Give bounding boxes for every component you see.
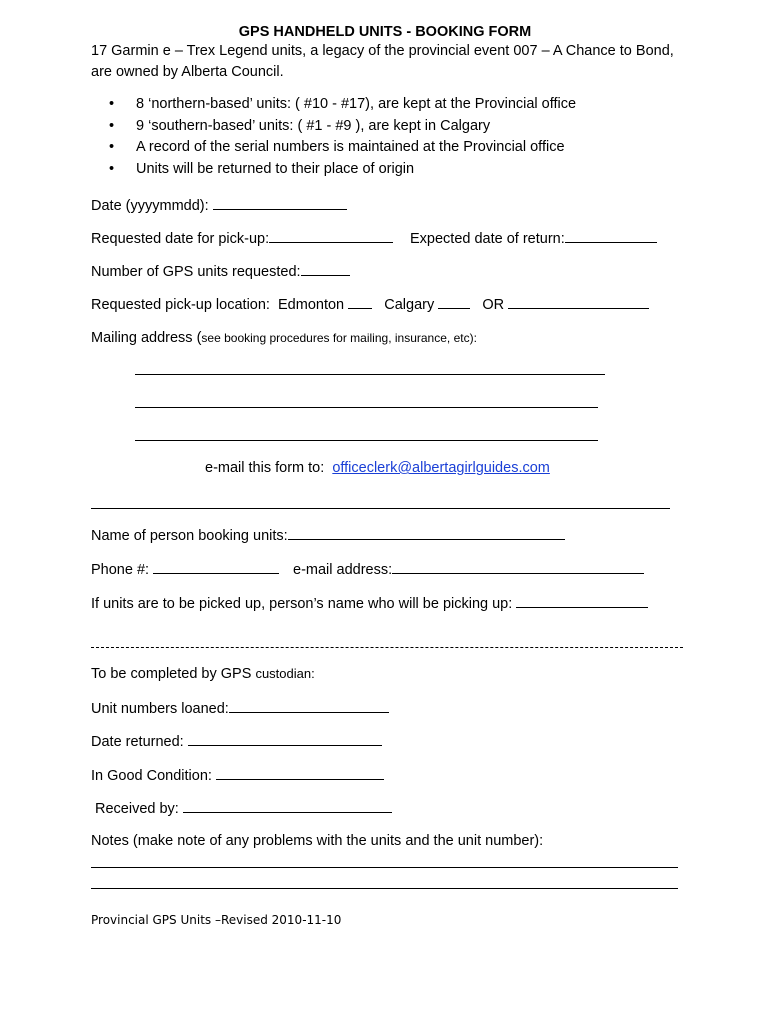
num-units-label: Number of GPS units requested: xyxy=(91,264,301,280)
booker-email-row xyxy=(293,560,644,579)
units-loaned-row xyxy=(91,699,389,718)
pickup-date-label: Requested date for pick-up: xyxy=(91,231,270,247)
mailing-address-line-1[interactable] xyxy=(135,374,605,375)
form-title: GPS HANDHELD UNITS - BOOKING FORM xyxy=(238,24,532,40)
num-units-row xyxy=(91,262,350,281)
cut-line xyxy=(91,647,683,648)
office-email-link[interactable]: officeclerk@albertagirlguides.com xyxy=(332,460,550,476)
condition-field[interactable] xyxy=(216,766,384,780)
email-form-label: e-mail this form to: xyxy=(205,460,325,476)
return-date-label: Expected date of return: xyxy=(410,231,565,247)
pickup-date-field[interactable] xyxy=(269,229,393,243)
custodian-heading-main: To be completed by GPS xyxy=(91,666,252,682)
mailing-address-note: see booking procedures for mailing, insurance, etc): xyxy=(201,331,477,345)
condition-row xyxy=(91,766,384,785)
edmonton-label: Edmonton xyxy=(278,297,345,313)
pickup-location-row xyxy=(91,295,649,314)
info-bullet-list xyxy=(91,94,576,180)
condition-label: In Good Condition: xyxy=(91,768,212,784)
custodian-heading-small: custodian: xyxy=(255,666,315,681)
date-returned-label: Date returned: xyxy=(91,734,184,750)
revision-footer: Provincial GPS Units –Revised 2010-11-10 xyxy=(91,913,342,927)
num-units-field[interactable] xyxy=(301,262,350,276)
date-label: Date (yyyymmdd): xyxy=(91,198,209,214)
pickup-person-field[interactable] xyxy=(516,594,648,608)
date-row xyxy=(91,196,347,215)
date-field[interactable] xyxy=(213,196,347,210)
bullet-item: • A record of the serial numbers is maintained at the Provincial office xyxy=(136,137,576,159)
email-form-row xyxy=(205,459,550,477)
phone-field[interactable] xyxy=(153,560,279,574)
mailing-address-label: Mailing address ( xyxy=(91,330,202,346)
return-date-row xyxy=(410,229,657,248)
booker-name-row xyxy=(91,526,565,545)
bullet-item: • 8 ‘northern-based’ units: ( #10 - #17), are kept at the Provincial office xyxy=(136,94,576,116)
custodian-heading xyxy=(91,665,315,683)
or-label: OR xyxy=(482,297,505,313)
units-loaned-label: Unit numbers loaned: xyxy=(91,701,229,717)
received-by-label: Received by: xyxy=(95,801,179,817)
bullet-item: • 9 ‘southern-based’ units: ( #1 - #9 ), are kept in Calgary xyxy=(136,116,576,138)
pickup-person-row xyxy=(91,594,648,613)
section-divider xyxy=(91,508,670,509)
mailing-address-line-3[interactable] xyxy=(135,440,598,441)
received-by-row xyxy=(95,799,392,818)
intro-paragraph: 17 Garmin e – Trex Legend units, a legacy of the provincial event 007 – A Chance to Bond, are owned by Alberta Council. xyxy=(91,43,674,80)
notes-label: Notes (make note of any problems with the units and the unit number): xyxy=(91,833,544,849)
calgary-label: Calgary xyxy=(384,297,435,313)
pickup-date-row xyxy=(91,229,393,248)
mailing-address-line-2[interactable] xyxy=(135,407,598,408)
edmonton-field[interactable] xyxy=(348,295,372,309)
booker-name-label: Name of person booking units: xyxy=(91,528,288,544)
date-returned-row xyxy=(91,732,382,751)
phone-row xyxy=(91,560,279,579)
notes-row xyxy=(91,832,543,850)
pickup-location-label: Requested pick-up location: xyxy=(91,297,270,313)
calgary-field[interactable] xyxy=(438,295,470,309)
booker-email-label: e-mail address: xyxy=(293,562,393,578)
phone-label: Phone #: xyxy=(91,562,150,578)
return-date-field[interactable] xyxy=(565,229,657,243)
bullet-item: • Units will be returned to their place of origin xyxy=(136,159,576,181)
units-loaned-field[interactable] xyxy=(229,699,389,713)
pickup-person-label: If units are to be picked up, person’s name who will be picking up: xyxy=(91,596,513,612)
booker-name-field[interactable] xyxy=(288,526,565,540)
received-by-field[interactable] xyxy=(183,799,392,813)
date-returned-field[interactable] xyxy=(188,732,382,746)
booker-email-field[interactable] xyxy=(392,560,644,574)
notes-line-2[interactable] xyxy=(91,888,678,889)
mailing-address-row xyxy=(91,329,477,347)
notes-line-1[interactable] xyxy=(91,867,678,868)
other-location-field[interactable] xyxy=(508,295,649,309)
